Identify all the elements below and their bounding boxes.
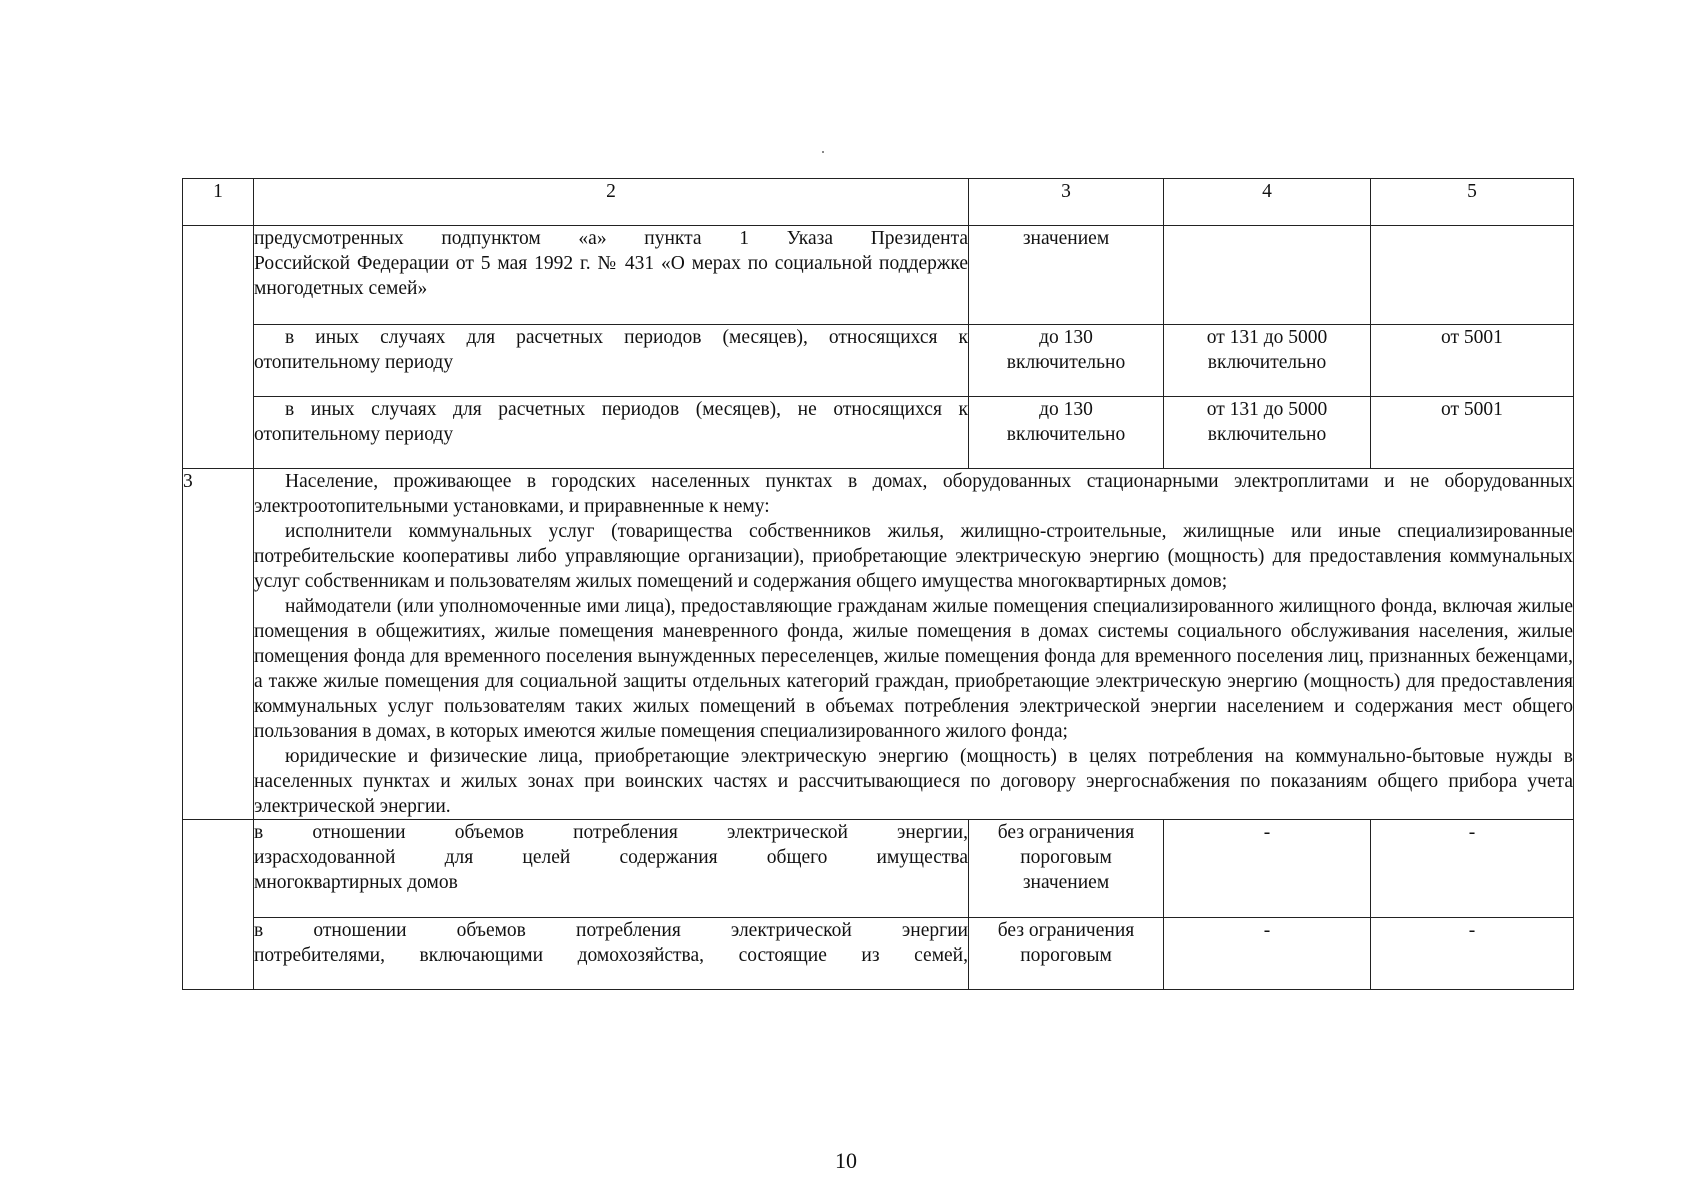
threshold-cell-5: -	[1371, 918, 1574, 990]
table-row	[183, 397, 1574, 469]
threshold-value: до 130	[1039, 399, 1093, 420]
table-row	[183, 226, 1574, 325]
threshold-cell-4	[1164, 397, 1371, 469]
threshold-value: от 131 до 5000	[1206, 399, 1328, 420]
threshold-qualifier: пороговым	[1020, 945, 1112, 966]
row-text: Российской Федерации от 5 мая 1992 г. № 431 «О мерах по социальной поддержке многодетных семей»	[254, 253, 968, 299]
section-paragraph: юридические и физические лица, приобретающие электрическую энергию (мощность) в целях потребления на коммунально-бытовые нужды в населенных пунктах и жилых зонах при воинских частях и рассчитывающиеся по договору энергоснабжения по показаниям общего прибора учета электрической энергии.	[254, 746, 1573, 817]
threshold-cell-5: от 5001	[1371, 325, 1574, 397]
row-description-cell	[254, 820, 969, 918]
header-cell-4: 4	[1164, 179, 1371, 226]
threshold-value: от 131 до 5000	[1206, 327, 1328, 348]
row-text: отопительному периоду	[254, 352, 454, 373]
row-text-line: израсходованной для целей содержания общего имущества	[254, 847, 968, 868]
page-number: 10	[835, 1148, 857, 1173]
row-text-line: многоквартирных домов	[254, 872, 458, 893]
row-text-line: потребителями, включающими домохозяйства, состоящие из семей,	[254, 945, 968, 966]
row-description-cell	[254, 226, 969, 325]
row-text-line: в иных случаях для расчетных периодов (месяцев), относящихся к	[285, 327, 968, 348]
threshold-value: без ограничения	[997, 920, 1135, 941]
threshold-cell-5: -	[1371, 820, 1574, 918]
threshold-cell-4	[1164, 325, 1371, 397]
threshold-qualifier: пороговым	[1020, 847, 1112, 868]
row-text-line: предусмотренных подпунктом «а» пункта 1 Указа Президента	[254, 228, 968, 249]
threshold-cell-3	[969, 820, 1164, 918]
threshold-cell-3: значением	[969, 226, 1164, 325]
scan-speck	[822, 151, 824, 153]
row-description-cell	[254, 325, 969, 397]
table-row	[183, 918, 1574, 990]
threshold-value: до 130	[1039, 327, 1093, 348]
threshold-qualifier: значением	[1022, 872, 1110, 893]
row-text: отопительному периоду	[254, 424, 454, 445]
header-cell-3: 3	[969, 179, 1164, 226]
threshold-cell-5	[1371, 226, 1574, 325]
section-description	[254, 469, 1574, 820]
section-number: 3	[183, 469, 254, 820]
threshold-cell-4: -	[1164, 820, 1371, 918]
row-number-cell	[183, 226, 254, 469]
header-cell-1: 1	[183, 179, 254, 226]
threshold-cell-5: от 5001	[1371, 397, 1574, 469]
section-row	[183, 469, 1574, 820]
threshold-qualifier: включительно	[1006, 352, 1126, 373]
threshold-qualifier: включительно	[1207, 424, 1327, 445]
row-description-cell	[254, 397, 969, 469]
table-row	[183, 820, 1574, 918]
table-row	[183, 325, 1574, 397]
threshold-cell-3	[969, 918, 1164, 990]
header-cell-2: 2	[254, 179, 969, 226]
threshold-value: без ограничения	[997, 822, 1135, 843]
threshold-qualifier: включительно	[1006, 424, 1126, 445]
section-paragraph: наймодатели (или уполномоченные ими лица), предоставляющие гражданам жилые помещения специализированного жилищного фонда, включая жилые помещения в общежитиях, жилые помещения маневренного фонда, жилые помещения в домах системы социального обслуживания населения, жилые помещения фонда для временного поселения вынужденных переселенцев, жилые помещения фонда для временного поселения лиц, признанных беженцами, а также жилые помещения для социальной защиты отдельных категорий граждан, приобретающие электрическую энергию (мощность) для предоставления коммунальных услуг пользователям таких жилых помещений в объемах потребления электрической энергии населением и содержания мест общего пользования в домах, в которых имеются жилые помещения специализированного жилого фонда;	[254, 596, 1573, 742]
row-number-cell	[183, 820, 254, 990]
threshold-cell-3	[969, 325, 1164, 397]
row-text-line: в иных случаях для расчетных периодов (месяцев), не относящихся к	[285, 399, 968, 420]
header-cell-5: 5	[1371, 179, 1574, 226]
table-header-row	[183, 179, 1574, 226]
row-description-cell	[254, 918, 969, 990]
section-paragraph: Население, проживающее в городских населенных пунктах в домах, оборудованных стационарными электроплитами и не оборудованных электроотопительными установками, и приравненные к нему:	[254, 471, 1573, 517]
threshold-qualifier: включительно	[1207, 352, 1327, 373]
threshold-cell-3	[969, 397, 1164, 469]
row-text-line: в отношении объемов потребления электрической энергии	[254, 920, 968, 941]
threshold-cell-4	[1164, 226, 1371, 325]
tariff-table	[182, 178, 1574, 990]
threshold-cell-4: -	[1164, 918, 1371, 990]
section-paragraph: исполнители коммунальных услуг (товарищества собственников жилья, жилищно-строительные, жилищные или иные специализированные потребительские кооперативы либо управляющие организации), приобретающие электрическую энергию (мощность) для предоставления коммунальных услуг собственникам и пользователям жилых помещений и содержания общего имущества многоквартирных домов;	[254, 521, 1573, 592]
row-text-line: в отношении объемов потребления электрической энергии,	[254, 822, 968, 843]
